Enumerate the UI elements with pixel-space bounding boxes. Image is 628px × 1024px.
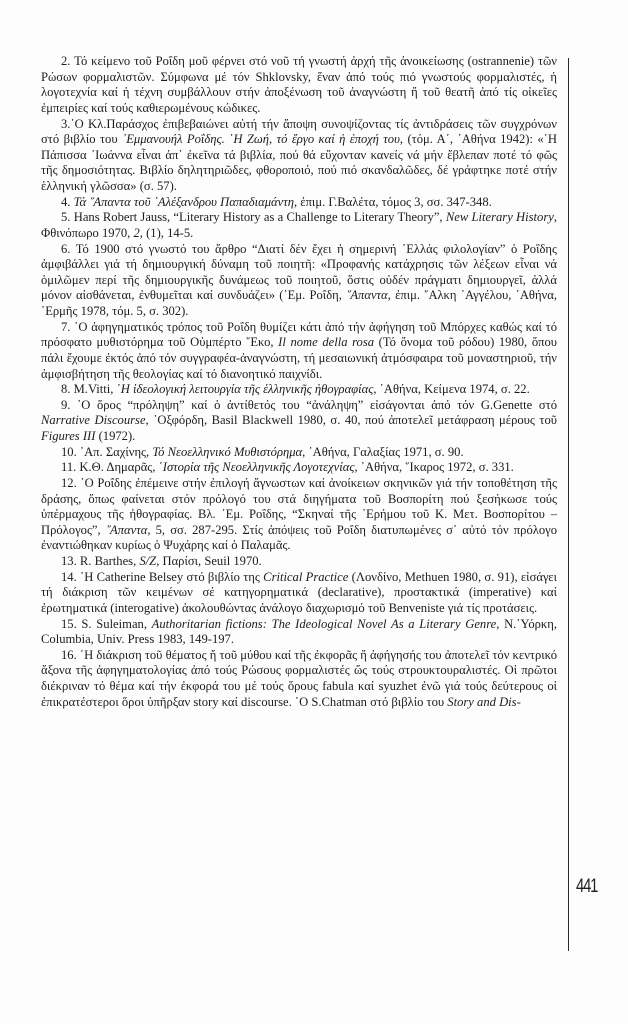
endnote	[41, 554, 557, 570]
endnote-title-italic: ῞Απαντα	[346, 288, 388, 303]
endnote	[41, 445, 557, 461]
endnotes-list	[41, 54, 557, 710]
endnote-title-italic: 2,	[133, 225, 143, 240]
endnote-title-italic: Τό Νεοελληνικό Μυθιστόρημα	[152, 444, 303, 459]
endnote-number: 6.	[61, 241, 71, 256]
endnote-title-italic: ᾽Εμμανουήλ Ροΐδης. ῾Η Ζωή, τό ἔργο καί ἡ ἐποχή του	[122, 132, 400, 147]
endnote-title-italic: Figures III	[41, 429, 96, 443]
endnote-text: ᾽Απ. Σαχίνης,	[76, 444, 153, 459]
endnote	[41, 242, 557, 320]
endnote	[41, 398, 557, 445]
endnote-text: ῾Ο Κλ.Παράσχος ἐπιβεβαιώνει αὐτή τήν ἄποψη συνοψίζοντας τίς ἀντιδράσεις τῶν συγχρόνων στό βιβλίο του	[41, 116, 557, 147]
endnote-text: , ἐπιμ. ῎Αλκη ᾽Αγγέλου, ᾽Αθήνα, ῾Ερμῆς 1978, τόμ. 5, σ. 302).	[41, 288, 557, 318]
endnote-number: 3.	[61, 116, 71, 131]
endnote-number: 15.	[61, 616, 77, 631]
endnote-text: , ᾽Αθήνα, Γαλαξίας 1971, σ. 90.	[302, 444, 464, 459]
endnote-number: 4.	[61, 194, 71, 209]
endnote-text: S. Suleiman,	[76, 616, 152, 631]
endnote	[41, 320, 557, 383]
endnote-text: , (τόμ. Α΄, ᾽Αθήνα 1942): «῾Η Πάπισσα ᾽Ιωάννα εἶναι ἀπ᾽ ἐκεῖνα τά βιβλία, πού θά εὔχονταν κανείς νά μήν ἔβλεπαν ποτέ τό φῶς τῆς δημοσιότητας. Βιβλίο δηλητηριῶδες, φθοροποιό, πού πιό σκανδαλῶδες, δέ γράφτηκε ποτέ στήν ἑλληνική γλῶσσα» (σ. 57).	[41, 132, 558, 193]
endnote-text: ῾Η διάκριση τοῦ θέματος ἤ τοῦ μύθου καί τῆς ἐκφορᾶς ἤ ἀφήγησής του ἀποτελεῖ τόν κεντρικό ἄξονα τῆς ἀφηγηματολογίας ἀπό τούς Ρώσους φορμαλιστές ὥς τούς στρουκτουραλιστές. Οἱ πρῶτοι διέκριναν τό θέμα καί τήν ἐκφορά του μέ τούς ὅρους fabula καί syuzhet ἐνῶ γιά τούς δεύτερους οἱ ἐπικρατέστεροι ὅροι ὑπῆρξαν story καί discourse. ῾Ο S.Chatman στό βιβλίο του	[41, 647, 557, 709]
endnote-text: , Παρίσι, Seuil 1970.	[156, 554, 262, 568]
endnote-number: 12.	[61, 475, 77, 490]
endnote-number: 11.	[61, 460, 77, 475]
endnote-title-italic: S/Z	[139, 554, 157, 568]
endnote-title-italic: ῾Ιστορία τῆς Νεοελληνικῆς Λογοτεχνίας	[158, 460, 355, 475]
endnote	[41, 460, 557, 476]
endnote-number: 5.	[61, 210, 71, 225]
endnote-text: , N.῾Υόρκη, Columbia, Univ. Press 1983, 149-197.	[41, 616, 557, 647]
endnote-text: Τό 1900 στό γνωστό του ἄρθρο “Διατί δέν ἔχει ἡ σημερινή ῾Ελλάς φιλολογίαν” ὁ Ροΐδης ἀμφιβάλλει γιά τή δημιουργική δύναμη τοῦ ποιητῆ: «Προφανής κατάχρησις τῶν λέξεων εἶναι νά ὁμιλῶμεν περί τῆς δημιουργικῆς δυνάμεως τοῦ ποιητοῦ, ὅστις οὐδέν πράγματι δημιουργεῖ, ἀλλά μόνον αἰσθάνεται, ἐνθυμεῖται καί συνδυάζει» (᾽Εμ. Ροΐδη,	[41, 241, 557, 303]
endnote-text: , ᾽Αθήνα, ῞Ικαρος 1972, σ. 331.	[354, 460, 514, 475]
endnote-text: (1), 14-5.	[142, 225, 194, 240]
endnote-number: 7.	[61, 319, 71, 334]
endnote	[41, 117, 557, 195]
endnote-number: 14.	[61, 569, 77, 584]
endnote-text: , ᾽Αθήνα, Κείμενα 1974, σ. 22.	[373, 382, 530, 397]
endnote-number: 2.	[61, 54, 71, 68]
endnote-text: , ἐπιμ. Γ.Βαλέτα, τόμος 3, σσ. 347-348.	[293, 194, 492, 209]
endnote-text: (Τό ὄνομα τοῦ ρόδου) 1980, ὅπου πάλι ἔχουμε ἐκτός ἀπό τόν συγγραφέα-ἀναγνώστη, τή μεσαιωνική ἀτμόσφαιρα τοῦ μοναστηριοῦ, τήν ἀμφισβήτηση τῆς θεολογίας καί τό διανοητικό παιχνίδι.	[41, 335, 558, 381]
endnote-text: ῾Ο ὅρος “πρόληψη” καί ὁ ἀντίθετός του “ἀνάληψη” εἰσάγονται ἀπό τόν G.Genette στό	[70, 397, 557, 412]
page-number: 441	[576, 876, 598, 897]
endnote-text: , ᾽Οξφόρδη, Basil Blackwell 1980, σ. 40, πού ἀποτελεῖ μετάφραση μέρους τοῦ	[145, 413, 557, 428]
endnote-text: ῾Ο ἀφηγηματικός τρόπος τοῦ Ροΐδη θυμίζει κάτι ἀπό τήν ἀφήγηση τοῦ Μπόρχες καθώς καί τό πρόσφατο μυθιστόρημα τοῦ Οὐμπέρτο ῎Εκο,	[41, 319, 557, 350]
endnote-title-italic: Narrative Discourse	[41, 413, 146, 428]
endnote-text: , Φθινόπωρο 1970,	[41, 210, 557, 240]
endnote-text: Κ.Θ. Δημαρᾶς,	[76, 460, 159, 475]
endnote	[41, 195, 557, 211]
endnote-title-italic: Story and Dis-	[447, 694, 521, 709]
endnote	[41, 210, 557, 241]
endnote-title-italic: ῾Η ἰδεολογική λειτουργία τῆς ἑλληνικῆς ἠθογραφίας	[116, 382, 374, 397]
margin-rule	[568, 58, 569, 951]
endnote-title-italic: Authoritarian fictions: The Ideological Novel As a Literary Genre	[151, 616, 497, 631]
endnote-number: 16.	[61, 647, 77, 662]
endnote-title-italic: Τά ῞Απαντα τοῦ ᾽Αλέξανδρου Παπαδιαμάντη	[73, 194, 294, 209]
endnote-number: 13.	[61, 554, 77, 568]
endnote-title-italic: Critical Practice	[263, 569, 349, 584]
endnote	[41, 382, 557, 398]
endnote-text: Τό κείμενο τοῦ Ροΐδη μοῦ φέρνει στό νοῦ τή γνωστή ἀρχή τῆς ἀνοικείωσης (ostrannenie) τῶν Ρώσων φορμαλιστῶν. Σύμφωνα μέ τόν Shklovsky, ἕναν ἀπό τούς πιό γνωστούς φορμαλιστές, ἡ λογοτεχνία καί ἡ τέχνη συμβάλλουν στήν ἀποξένωση τοῦ ἀναγνώστη ἤ τοῦ θεατῆ ἀπό τίς οἰκεῖες ἐμπειρίες καί τούς καθιερωμένους κώδικες.	[41, 54, 557, 115]
endnote-title-italic: New Literary History	[445, 210, 554, 225]
endnote-title-italic: Il nome della rosa	[278, 335, 375, 350]
endnote-text: Hans Robert Jauss, “Literary History as a Challenge to Literary Theory”,	[70, 210, 446, 225]
endnote-number: 10.	[61, 444, 77, 459]
endnote-text: ῾Ο Ροΐδης ἐπέμεινε στήν ἐπιλογή ἄγνωστων καί ἀνοίκειων σκηνικῶν γιά τήν τοποθέτηση τῆς δράσης, ὅπως φαίνεται στόν πρόλογό του στά διηγήματα τοῦ Βοσπορίτη πού ξεσήκωσε τούς ὑπέρμαχους τῆς ἠθογραφίας. Βλ. ᾽Εμ. Ροΐδης, “Σκηναί τῆς ᾽Ερήμου τοῦ Κ. Μετ. Βοσπορίτου – Πρόλογος”,	[41, 475, 557, 537]
endnote	[41, 476, 557, 554]
endnote-text: R. Barthes,	[76, 554, 140, 568]
endnote-number: 9.	[61, 397, 71, 412]
endnote-number: 8.	[61, 382, 71, 397]
endnote-text: , 5, σσ. 287-295. Στίς ἀπόψεις τοῦ Ροΐδη διατυπωμένες σ᾽ αὐτό τόν πρόλογο ἐναντιώθηκαν κυρίως ὁ Ψυχάρης καί ὁ Παλαμᾶς.	[41, 522, 558, 553]
endnote	[41, 570, 557, 617]
endnote-text: (Λονδίνο, Methuen 1980, σ. 91), εἰσάγει τή διάκριση τῶν κειμένων σέ κατηγορηματικά (declarative), προστακτικά (imperative) καί ἐρωτηματικά (interogative) ἀκολουθώντας ἀνάλογο διαχωρισμό τοῦ Benveniste γιά τίς προτάσεις.	[41, 569, 557, 615]
endnote-text: (1972).	[95, 429, 136, 443]
endnote	[41, 617, 557, 648]
endnote-text: ῾Η Catherine Belsey στό βιβλίο της	[76, 569, 264, 584]
endnote	[41, 648, 557, 711]
endnote	[41, 54, 557, 117]
endnote-title-italic: ῞Απαντα	[105, 522, 148, 537]
endnote-text: M.Vitti,	[70, 382, 117, 397]
